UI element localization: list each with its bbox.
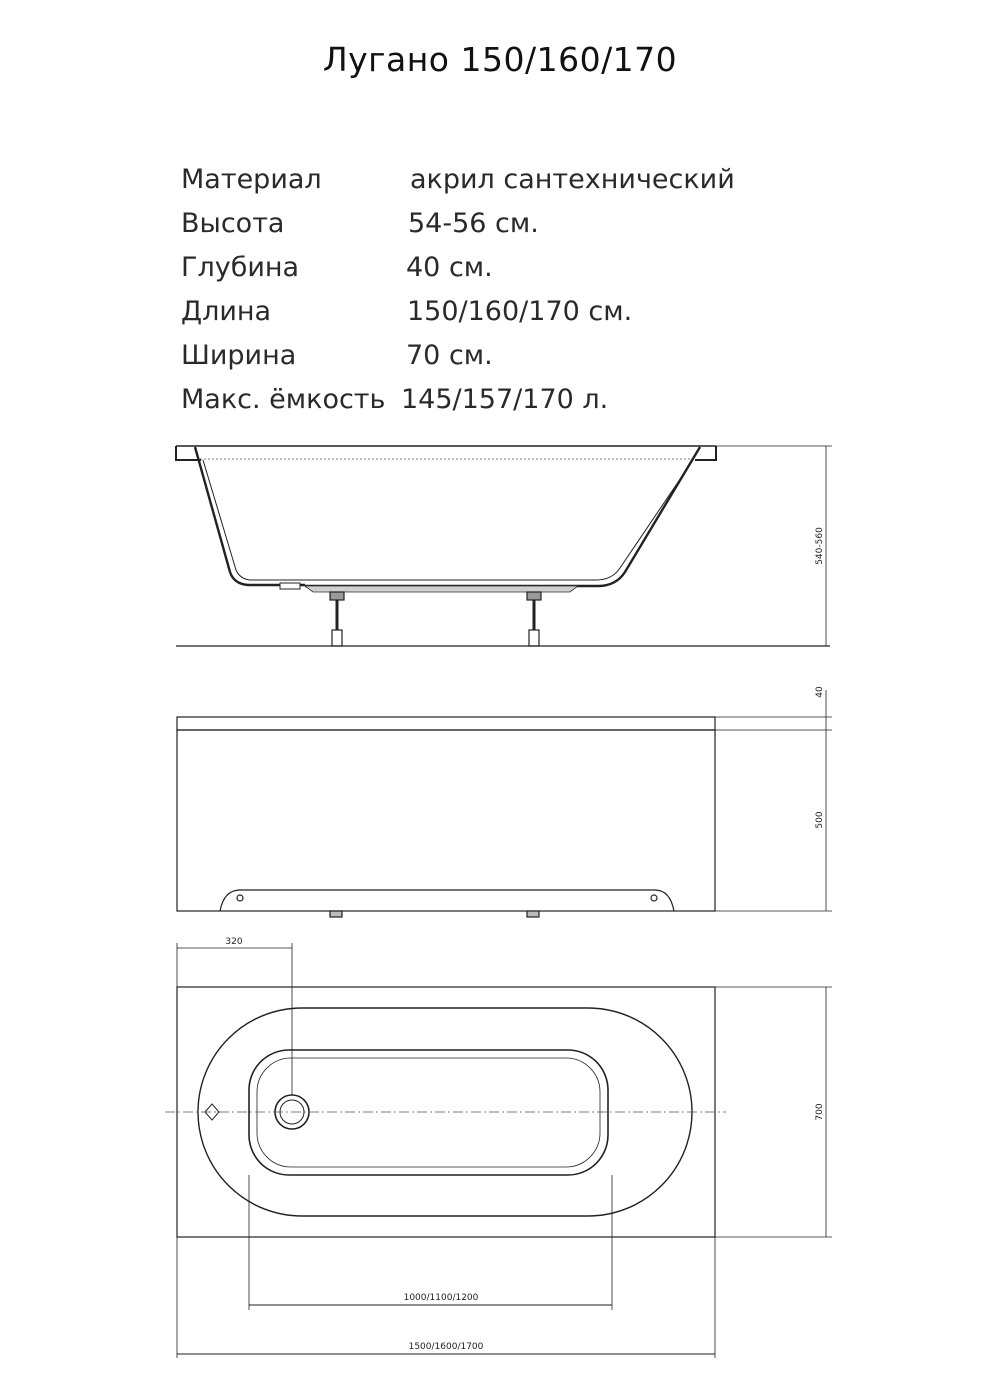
leg-right bbox=[527, 592, 541, 646]
dim-drain-offset: 320 bbox=[225, 937, 243, 947]
spec-value: акрил сантехнический bbox=[410, 164, 735, 195]
spec-label: Высота bbox=[181, 208, 285, 239]
dim-side-height: 540-560 bbox=[815, 527, 825, 565]
side-section-view bbox=[176, 446, 832, 646]
spec-label: Макс. ёмкость bbox=[181, 384, 386, 415]
spec-value: 40 см. bbox=[406, 252, 493, 283]
spec-value: 145/157/170 л. bbox=[401, 384, 609, 415]
front-panel-view bbox=[177, 690, 832, 917]
dim-inner-length: 1000/1100/1200 bbox=[403, 1293, 479, 1303]
spec-value: 150/160/170 см. bbox=[407, 296, 633, 327]
spec-label: Глубина bbox=[181, 252, 300, 283]
dim-rim: 40 bbox=[815, 686, 825, 698]
spec-label: Ширина bbox=[181, 340, 297, 371]
leg-left bbox=[330, 592, 344, 646]
spec-value: 54-56 см. bbox=[408, 208, 539, 239]
product-title: Лугано 150/160/170 bbox=[322, 40, 678, 79]
dim-width: 700 bbox=[815, 1103, 825, 1121]
spec-label: Длина bbox=[181, 296, 272, 327]
spec-value: 70 см. bbox=[406, 340, 493, 371]
dim-panel-height: 500 bbox=[815, 811, 825, 829]
dim-total-length: 1500/1600/1700 bbox=[408, 1342, 484, 1352]
top-view bbox=[165, 943, 832, 1358]
spec-label: Материал bbox=[181, 164, 322, 195]
